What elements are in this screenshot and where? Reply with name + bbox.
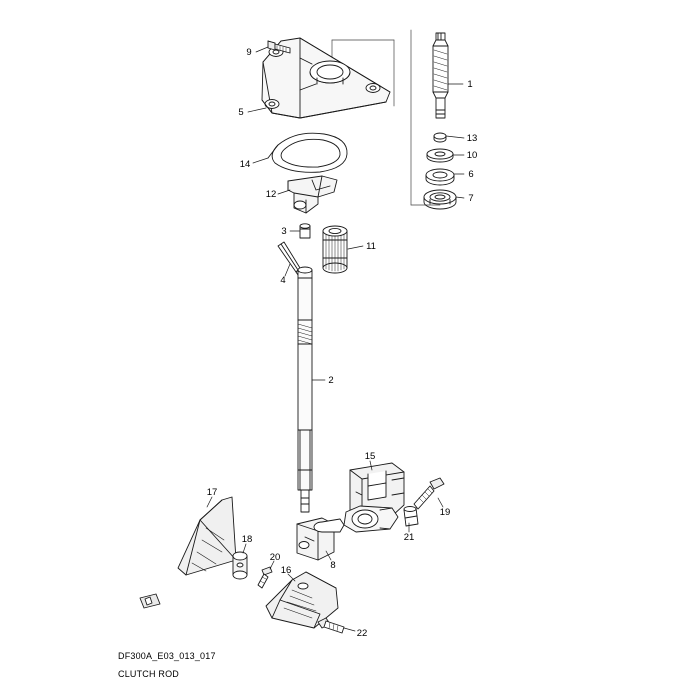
diagram-code: DF300A_E03_013_017 [118, 651, 216, 661]
part-19-bolt [414, 478, 444, 509]
part-6-oil-seal [426, 169, 454, 185]
callout-9: 9 [246, 47, 252, 58]
part-20-screw [258, 567, 272, 588]
assembly-guide-lines [332, 30, 440, 205]
part-1-upper-rod [433, 33, 448, 118]
callout-6: 6 [468, 169, 474, 180]
part-18-grommet [233, 552, 247, 579]
callout-14: 14 [239, 159, 251, 170]
callout-2: 2 [328, 375, 334, 386]
part-12-joint [288, 176, 337, 213]
callout-3: 3 [281, 226, 287, 237]
part-22-bolt [318, 618, 344, 633]
diagram-caption [118, 650, 216, 681]
callout-5: 5 [238, 107, 244, 118]
callout-4: 4 [280, 275, 286, 286]
part-17-anode-plate [178, 497, 236, 575]
part-14-gasket [268, 133, 347, 172]
part-21-spacer [404, 507, 418, 527]
part-7-bearing [424, 190, 456, 209]
part-8-rod-joint [297, 518, 344, 560]
callout-11: 11 [366, 241, 376, 252]
callout-13: 13 [466, 133, 478, 144]
part-11-adjuster-nut [323, 226, 347, 273]
part-13-pin [434, 133, 446, 142]
callout-12: 12 [265, 189, 277, 200]
callout-18: 18 [241, 534, 253, 545]
callout-19: 19 [439, 507, 451, 518]
callout-17: 17 [206, 487, 218, 498]
callout-21: 21 [403, 532, 415, 543]
diagram-title: CLUTCH ROD [118, 669, 180, 679]
part-2-clutch-rod [298, 267, 312, 512]
callout-1: 1 [467, 79, 473, 90]
part-15-clamp-bracket [344, 463, 404, 532]
callout-20: 20 [269, 552, 281, 563]
callout-8: 8 [330, 560, 336, 571]
callout-16: 16 [280, 565, 292, 576]
callout-7: 7 [468, 193, 474, 204]
callout-22: 22 [356, 628, 368, 639]
part-10-washer [427, 149, 453, 162]
callout-15: 15 [364, 451, 376, 462]
small-clip-detail [140, 594, 160, 608]
callout-10: 10 [466, 150, 478, 161]
part-3-bushing [300, 224, 310, 238]
